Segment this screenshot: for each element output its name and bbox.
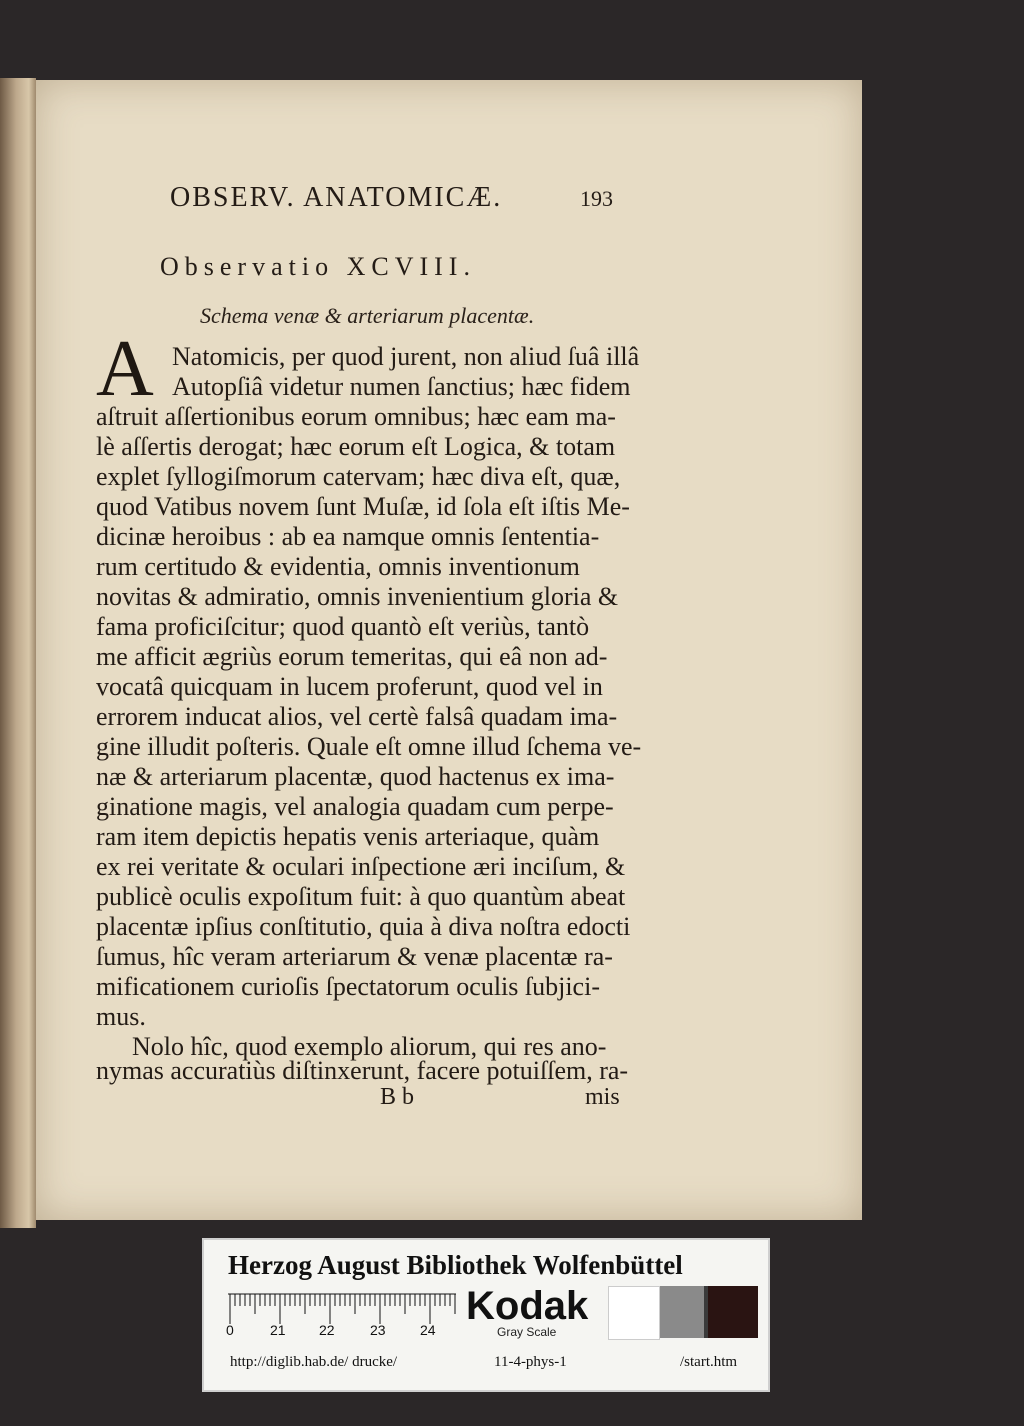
- text-line: Natomicis, per quod jurent, non aliud ſuâ illâ: [172, 342, 640, 371]
- signature-mark: B b: [380, 1084, 415, 1110]
- text-line: errorem inducat alios, vel certè falsâ quadam ima-: [96, 702, 618, 731]
- ruler-label: 22: [319, 1322, 335, 1338]
- text-line: mus.: [96, 1002, 146, 1031]
- text-line: publicè oculis expoſitum fuit: à quo quantùm abeat: [96, 882, 626, 911]
- text-line: ex rei veritate & oculari inſpectione æri inciſum, &: [96, 852, 626, 881]
- text-line: nymas accuratiùs diſtinxerunt, facere potuiſſem, ra-: [96, 1056, 629, 1085]
- grayscale-label: Gray Scale: [497, 1325, 557, 1339]
- text-line: placentæ ipſius conſtitutio, quia à diva noſtra edocti: [96, 912, 631, 941]
- text-line: vocatâ quicquam in lucem proferunt, quod vel in: [96, 672, 603, 701]
- facing-page-edge: [0, 78, 36, 1228]
- gray-patch-mid: [660, 1286, 704, 1338]
- text-line: rum certitudo & evidentia, omnis inventionum: [96, 552, 580, 581]
- text-line: fama proficiſcitur; quod quantò eſt veriùs, tantò: [96, 612, 590, 641]
- text-line: explet ſyllogiſmorum catervam; hæc diva eſt, quæ,: [96, 462, 621, 491]
- observation-title: Observatio XCVIII.: [160, 252, 476, 281]
- ruler-label: 21: [270, 1322, 286, 1338]
- running-head: OBSERV. ANATOMICÆ.: [170, 182, 503, 213]
- color-bar-card: [202, 1238, 770, 1392]
- start-page-link: /start.htm: [680, 1354, 738, 1370]
- text-line: ginatione magis, vel analogia quadam cum perpe-: [96, 792, 614, 821]
- drop-cap: A: [96, 325, 154, 413]
- ruler-label: 24: [420, 1322, 436, 1338]
- gray-patch-white: [608, 1286, 660, 1340]
- text-line: ram item depictis hepatis venis arteriaque, quàm: [96, 822, 600, 851]
- text-line: dicinæ heroibus : ab ea namque omnis ſententia-: [96, 522, 600, 551]
- text-line: næ & arteriarum placentæ, quod hactenus ex ima-: [96, 762, 615, 791]
- observation-subtitle: Schema venæ & arteriarum placentæ.: [200, 303, 535, 328]
- text-line: quod Vatibus novem ſunt Muſæ, id ſola eſt iſtis Me-: [96, 492, 630, 521]
- catchword: mis: [585, 1084, 620, 1110]
- kodak-logo: Kodak: [466, 1284, 589, 1328]
- text-line: aſtruit aſſertionibus eorum omnibus; hæc eam ma-: [96, 402, 616, 431]
- digital-library-url: http://diglib.hab.de/ drucke/: [230, 1354, 398, 1370]
- shelfmark: 11-4-phys-1: [494, 1354, 567, 1370]
- text-line: novitas & admiratio, omnis invenientium gloria &: [96, 582, 619, 611]
- gray-patch-black: [708, 1286, 758, 1338]
- text-line: lè aſſertis derogat; hæc eorum eſt Logica, & totam: [96, 432, 616, 461]
- ruler-label: 0: [226, 1322, 234, 1338]
- text-line: mificationem curioſis ſpectatorum oculis ſubjici-: [96, 972, 600, 1001]
- library-name: Herzog August Bibliothek Wolfenbüttel: [228, 1250, 683, 1280]
- page-number: 193: [580, 186, 613, 211]
- text-line: Autopſiâ videtur numen ſanctius; hæc fidem: [172, 372, 631, 401]
- text-line: ſumus, hîc veram arteriarum & venæ placentæ ra-: [96, 942, 613, 971]
- ruler-label: 23: [370, 1322, 386, 1338]
- text-line: me afficit ægriùs eorum temeritas, qui eâ non ad-: [96, 642, 608, 671]
- text-line: Nolo hîc, quod exemplo aliorum, qui res ano-: [132, 1032, 607, 1061]
- text-line: gine illudit poſteris. Quale eſt omne illud ſchema ve-: [96, 732, 642, 761]
